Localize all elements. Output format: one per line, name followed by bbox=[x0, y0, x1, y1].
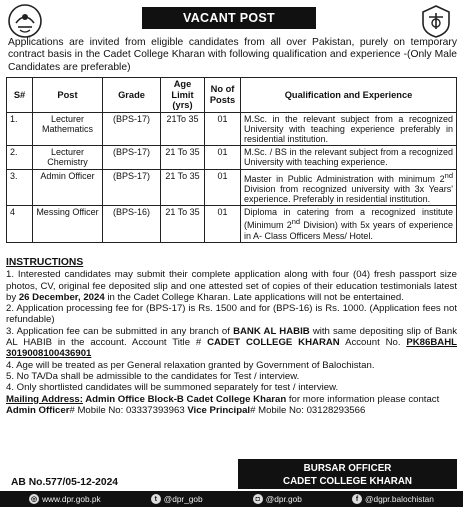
instagram-text: @dpr.gob bbox=[265, 494, 302, 504]
mailing-tail: for more information please contact bbox=[286, 393, 440, 405]
vice-principal-phone: # Mobile No: 03128293566 bbox=[250, 404, 366, 416]
instruction-item bbox=[6, 326, 457, 360]
signature-title: BURSAR OFFICER bbox=[303, 463, 392, 474]
cell-grade: (BPS-16) bbox=[103, 206, 161, 243]
instructions-section bbox=[6, 257, 457, 416]
contact-line bbox=[6, 405, 457, 416]
cell-posts: 01 bbox=[205, 206, 241, 243]
mailing-address bbox=[6, 394, 457, 405]
cell-post: Lecturer Chemistry bbox=[33, 146, 103, 169]
college-crest-icon bbox=[418, 3, 454, 39]
signature-block bbox=[238, 459, 457, 489]
cell-grade: (BPS-17) bbox=[103, 112, 161, 146]
qualification-text: Master in Public Administration with minimum 2 bbox=[244, 173, 445, 184]
instruction-text: Account No. bbox=[339, 337, 407, 349]
signature-org: CADET COLLEGE KHARAN bbox=[283, 476, 412, 487]
admin-officer-phone: # Mobile No: 03337393963 bbox=[69, 404, 188, 416]
cell-posts: 01 bbox=[205, 146, 241, 169]
cell-age: 21 To 35 bbox=[161, 206, 205, 243]
twitter-text: @dpr_gob bbox=[163, 494, 203, 504]
header-posts: No of Posts bbox=[205, 78, 241, 113]
cell-grade: (BPS-17) bbox=[103, 146, 161, 169]
instruction-text: 1. Interested candidates may submit their complete application along with four (04) fresh passport size photos, CV, original fee deposited slip and one attested set of copies of their education testimonials latest by bbox=[6, 269, 457, 303]
cell-age: 21 To 35 bbox=[161, 169, 205, 206]
intro-note: (Only Male Candidates are preferable) bbox=[8, 49, 457, 73]
table-row bbox=[7, 169, 457, 206]
footer-website[interactable] bbox=[29, 494, 101, 504]
account-title: CADET COLLEGE KHARAN bbox=[207, 337, 340, 349]
website-text: www.dpr.gob.pk bbox=[42, 494, 101, 504]
header-post: Post bbox=[33, 78, 103, 113]
instruction-text: with same depositing slip of Bank AL HABIB in the account. Account Title # bbox=[6, 325, 457, 349]
footer-instagram[interactable] bbox=[253, 494, 302, 504]
account-number: PK86BAHL 3019008100436901 bbox=[6, 337, 458, 360]
table-row bbox=[7, 146, 457, 169]
page-title: VACANT POST bbox=[142, 7, 316, 29]
qualification-text: Division) with 5x years of experience in A- Class Officers Mess/ Hotel. bbox=[244, 220, 453, 241]
mailing-value: Admin Office Block-B Cadet College Kharan bbox=[82, 393, 287, 405]
cell-sno: 1. bbox=[7, 112, 33, 146]
instructions-title: INSTRUCTIONS bbox=[6, 257, 84, 268]
cell-grade: (BPS-17) bbox=[103, 169, 161, 206]
footer-bar bbox=[0, 491, 463, 507]
cell-sno: 2. bbox=[7, 146, 33, 169]
advertisement-reference: AB No.577/05-12-2024 bbox=[11, 477, 119, 488]
facebook-icon: f bbox=[352, 494, 362, 504]
cell-posts: 01 bbox=[205, 169, 241, 206]
intro-paragraph bbox=[8, 37, 457, 74]
footer-twitter[interactable] bbox=[151, 494, 203, 504]
ordinal-suffix: nd bbox=[291, 217, 301, 227]
cell-qualification bbox=[241, 169, 457, 206]
cell-qualification: M.Sc. / BS in the relevant subject from a recognized University with teaching experience. bbox=[241, 146, 457, 169]
intro-text: Applications are invited from eligible candidates from all over Pakistan, purely on temporary contract basis in the Cadet College Kharan with following qualification and experience - bbox=[8, 37, 457, 61]
instruction-item: 4. Age will be treated as per General relaxation granted by Government of Balochistan. bbox=[6, 359, 375, 371]
government-emblem-icon bbox=[7, 3, 43, 39]
admin-officer-label: Admin Officer bbox=[6, 404, 70, 416]
header-age: Age Limit (yrs) bbox=[161, 78, 205, 113]
header-qualification: Qualification and Experience bbox=[241, 78, 457, 113]
ordinal-suffix: nd bbox=[444, 170, 453, 180]
instruction-item bbox=[6, 269, 457, 303]
header-sno: S# bbox=[7, 78, 33, 113]
twitter-icon: t bbox=[151, 494, 161, 504]
header-grade: Grade bbox=[103, 78, 161, 113]
instruction-text: in the Cadet College Kharan. Late applications will not be entertained. bbox=[104, 291, 404, 303]
cell-age: 21To 35 bbox=[161, 112, 205, 146]
vice-principal-label: Vice Principal bbox=[187, 404, 251, 416]
cell-qualification: M.Sc. in the relevant subject from a recognized University with teaching experience preferably in residential institution. bbox=[241, 112, 457, 146]
cell-sno: 3. bbox=[7, 169, 33, 206]
globe-icon: ◎ bbox=[31, 496, 38, 503]
instruction-item: 4. Only shortlisted candidates will be summoned separately for test / interview. bbox=[6, 382, 339, 394]
cell-sno: 4 bbox=[7, 206, 33, 243]
cell-age: 21 To 35 bbox=[161, 146, 205, 169]
qualification-text: Diploma in catering from a recognized institute (Minimum 2 bbox=[244, 207, 453, 231]
qualification-text: Division from recognized university with 3x Years' experience. Preferably in residential institution. bbox=[244, 183, 453, 204]
footer-facebook[interactable] bbox=[352, 494, 434, 504]
cell-qualification bbox=[241, 206, 457, 243]
cell-post: Messing Officer bbox=[33, 206, 103, 243]
vacancy-table bbox=[6, 77, 457, 243]
instruction-item: 2. Application processing fee for (BPS-17) is Rs. 1500 and for (BPS-16) is Rs. 1000. (Application fees not refundable) bbox=[6, 303, 457, 326]
cell-post: Admin Officer bbox=[33, 169, 103, 206]
table-row bbox=[7, 206, 457, 243]
table-header-row bbox=[7, 78, 457, 113]
table-row bbox=[7, 112, 457, 146]
instagram-icon: ◘ bbox=[253, 494, 263, 504]
mailing-label: Mailing Address: bbox=[6, 393, 83, 405]
instruction-text: 3. Application fee can be submitted in any branch of bbox=[6, 325, 234, 337]
cell-post: Lecturer Mathematics bbox=[33, 112, 103, 146]
instruction-item: 5. No TA/Da shall be admissible to the candidates for Test / interview. bbox=[6, 370, 300, 382]
deadline-date: 26 December, 2024 bbox=[18, 291, 105, 303]
cell-posts: 01 bbox=[205, 112, 241, 146]
bank-name: BANK AL HABIB bbox=[233, 325, 310, 337]
facebook-text: @dgpr.balochistan bbox=[365, 494, 434, 504]
